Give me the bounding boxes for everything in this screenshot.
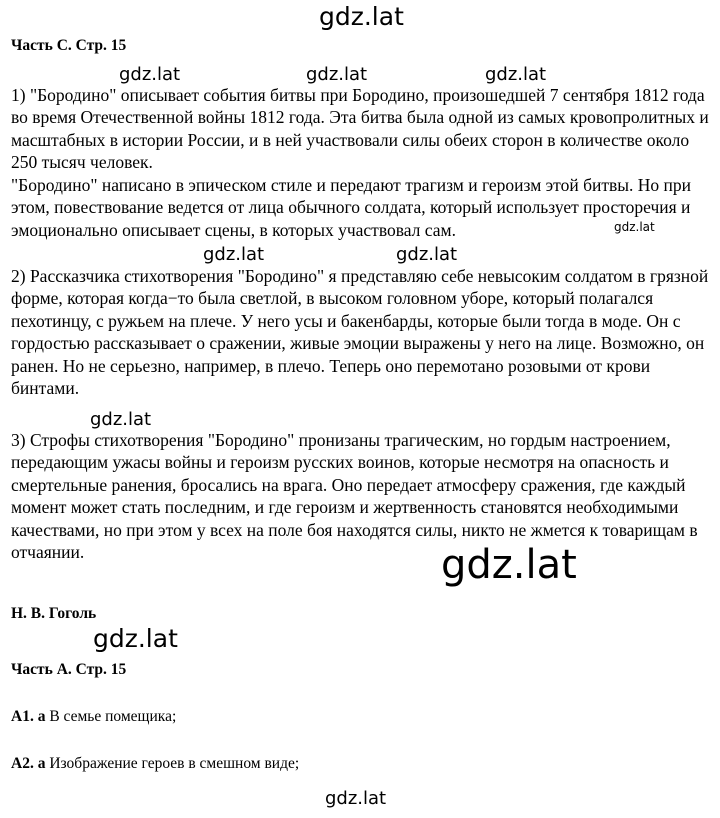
watermark: gdz.lat: [306, 64, 368, 85]
answer-a2: [11, 755, 299, 773]
watermark-large: gdz.lat: [441, 542, 577, 588]
paragraph-1: 1) "Бородино" описывает события битвы при Бородино, произошедшей 7 сентября 1812 года во время Отечественной войны 1812 года. Эта битва была одной из самых кровопролитных и масштабных в истории России, и в ней участвовали силы обеих сторон в количестве около 250 тысяч человек.: [11, 85, 709, 173]
answer-a2-label: А2. а: [11, 755, 46, 772]
answer-a1: [11, 708, 176, 726]
watermark: gdz.lat: [485, 64, 547, 85]
paragraph-2: 2) Рассказчика стихотворения "Бородино" я представляю себе невысоким солдатом в грязной форме, которая когда−то была светлой, в высоком головном уборе, который полагался пехотинцу, с ружьем на плече. У него усы и бакенбарды, которые были тогда в моде. Он с гордостью рассказывает о сражении, живые эмоции выражены у него на лице. Возможно, он ранен. Но не серьезно, например, в плечо. Теперь оно перемотано розовыми от крови бинтами.: [11, 266, 709, 399]
part-c-heading: Часть С. Стр. 15: [11, 37, 127, 54]
watermark: gdz.lat: [614, 220, 655, 234]
paragraph-1b: "Бородино" написано в эпическом стиле и передают трагизм и героизм этой битвы. Но при этом, повествование ведется от лица обычного солдата, который использует просторечия и эмоционально описывает сцены, в которых участвовал сам.: [11, 175, 692, 240]
part-a-heading: Часть А. Стр. 15: [11, 661, 127, 678]
watermark: gdz.lat: [93, 624, 178, 653]
paragraph-3: 3) Строфы стихотворения "Бородино" пронизаны трагическим, но гордым настроением, передающим ужасы войны и героизм русских воинов, которые несмотря на опасность и смертельные ранения, бросались на врага. Оно передает атмосферу сражения, где каждый момент может стать последним, и где героизм и жертвенность становятся необходимыми качествами, но при этом у всех на поле боя находятся силы, никто не жмется к товарищам в отчаянии.: [11, 430, 698, 563]
watermark: gdz.lat: [90, 409, 152, 430]
answer-a1-label: А1. а: [11, 708, 46, 725]
author-heading: Н. В. Гоголь: [11, 605, 97, 622]
answer-a2-text: Изображение героев в смешном виде;: [45, 755, 300, 772]
watermark: gdz.lat: [203, 244, 265, 265]
watermark: gdz.lat: [396, 244, 458, 265]
watermark-top: gdz.lat: [319, 2, 404, 31]
watermark: gdz.lat: [119, 64, 181, 85]
watermark-bottom: gdz.lat: [325, 788, 387, 809]
answer-a1-text: В семье помещика;: [45, 708, 177, 725]
